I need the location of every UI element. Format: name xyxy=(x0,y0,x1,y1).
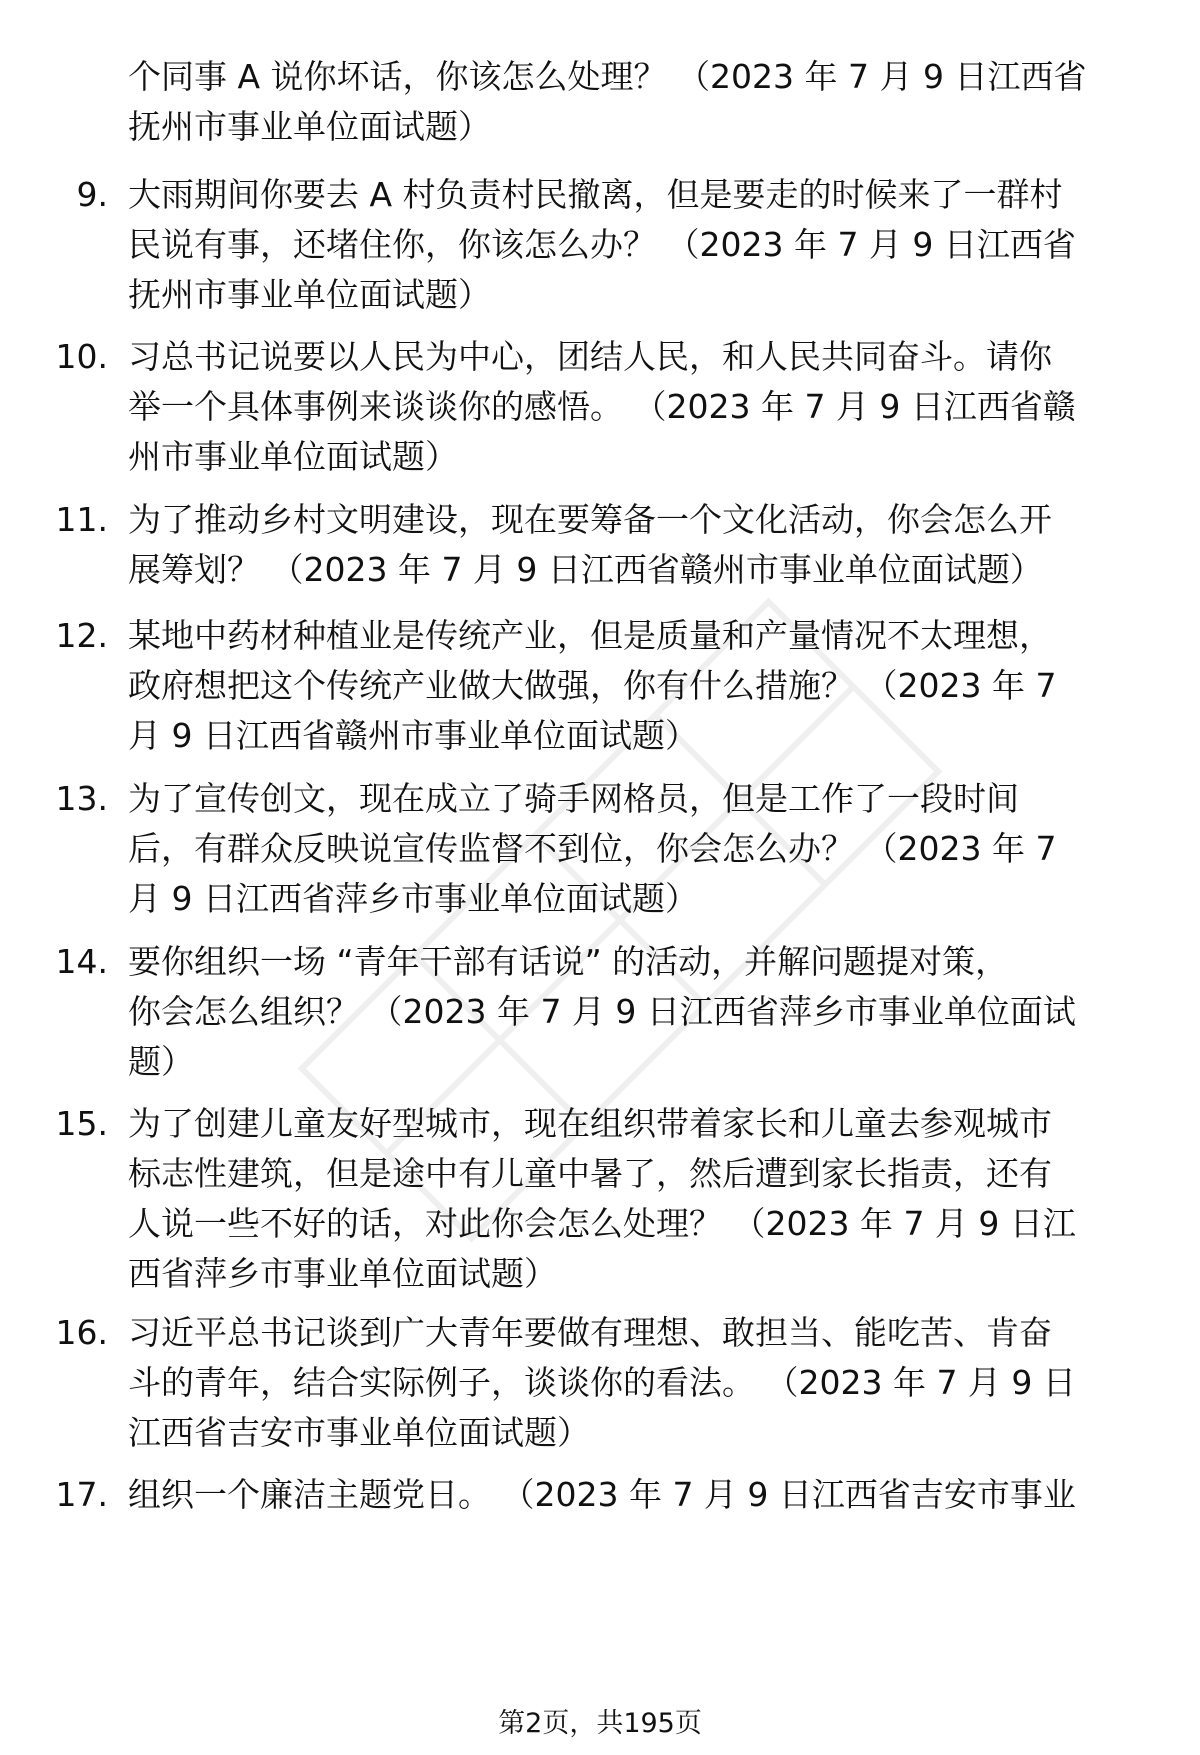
question-text xyxy=(128,1308,1138,1458)
question-number: 11. xyxy=(55,500,108,539)
question-text xyxy=(128,52,1138,152)
question-line: 要你组织一场 “青年干部有话说” 的活动，并解问题提对策， xyxy=(128,942,1009,981)
question-line: 展筹划？ （2023 年 7 月 9 日江西省赣州市事业单位面试题） xyxy=(128,550,1043,589)
question-line: 你会怎么组织？ （2023 年 7 月 9 日江西省萍乡市事业单位面试 xyxy=(128,992,1076,1031)
question-number: 16. xyxy=(55,1313,108,1352)
question-line: 江西省吉安市事业单位面试题） xyxy=(128,1413,590,1452)
question-line: 民说有事，还堵住你，你该怎么办？ （2023 年 7 月 9 日江西省 xyxy=(128,225,1076,264)
question-text xyxy=(128,495,1138,595)
question-line: 组织一个廉洁主题党日。 （2023 年 7 月 9 日江西省吉安市事业 xyxy=(128,1475,1076,1514)
question-line: 个同事 A 说你坏话，你该怎么处理？ （2023 年 7 月 9 日江西省 xyxy=(128,57,1087,96)
question-line: 西省萍乡市事业单位面试题） xyxy=(128,1254,557,1293)
page-footer xyxy=(0,1706,1200,1742)
question-number: 15. xyxy=(55,1104,108,1143)
question-line: 为了宣传创文，现在成立了骑手网格员，但是工作了一段时间 xyxy=(128,779,1019,818)
page-number-label: 第2页，共195页 xyxy=(498,1708,702,1739)
question-line: 月 9 日江西省赣州市事业单位面试题） xyxy=(128,716,698,755)
question-line: 州市事业单位面试题） xyxy=(128,437,458,476)
question-line: 月 9 日江西省萍乡市事业单位面试题） xyxy=(128,879,698,918)
question-number: 14. xyxy=(55,942,108,981)
question-number: 10. xyxy=(55,337,108,376)
question-line: 标志性建筑，但是途中有儿童中暑了，然后遭到家长指责，还有 xyxy=(128,1154,1052,1193)
question-number: 13. xyxy=(55,779,108,818)
question-text xyxy=(128,611,1138,761)
question-number: 12. xyxy=(55,616,108,655)
question-line: 抚州市事业单位面试题） xyxy=(128,275,491,314)
question-line: 题） xyxy=(128,1042,194,1081)
question-line: 举一个具体事例来谈谈你的感悟。 （2023 年 7 月 9 日江西省赣 xyxy=(128,387,1076,426)
question-line: 大雨期间你要去 A 村负责村民撤离，但是要走的时候来了一群村 xyxy=(128,175,1063,214)
question-line: 抚州市事业单位面试题） xyxy=(128,107,491,146)
question-line: 斗的青年，结合实际例子，谈谈你的看法。 （2023 年 7 月 9 日 xyxy=(128,1363,1076,1402)
question-line: 习总书记说要以人民为中心，团结人民，和人民共同奋斗。请你 xyxy=(128,337,1052,376)
question-line: 为了推动乡村文明建设，现在要筹备一个文化活动，你会怎么开 xyxy=(128,500,1052,539)
question-number: 17. xyxy=(55,1475,108,1514)
question-text xyxy=(128,1470,1138,1520)
question-line: 人说一些不好的话，对此你会怎么处理？ （2023 年 7 月 9 日江 xyxy=(128,1204,1076,1243)
question-text xyxy=(128,170,1138,320)
question-line: 习近平总书记谈到广大青年要做有理想、敢担当、能吃苦、肯奋 xyxy=(128,1313,1052,1352)
question-line: 后，有群众反映说宣传监督不到位，你会怎么办？ （2023 年 7 xyxy=(128,829,1057,868)
question-line: 为了创建儿童友好型城市，现在组织带着家长和儿童去参观城市 xyxy=(128,1104,1052,1143)
question-text xyxy=(128,332,1138,482)
question-text xyxy=(128,1099,1138,1299)
question-number: 9. xyxy=(76,175,108,214)
question-line: 某地中药材种植业是传统产业，但是质量和产量情况不太理想， xyxy=(128,616,1052,655)
question-line: 政府想把这个传统产业做大做强，你有什么措施？ （2023 年 7 xyxy=(128,666,1057,705)
question-text xyxy=(128,937,1138,1087)
question-text xyxy=(128,774,1138,924)
